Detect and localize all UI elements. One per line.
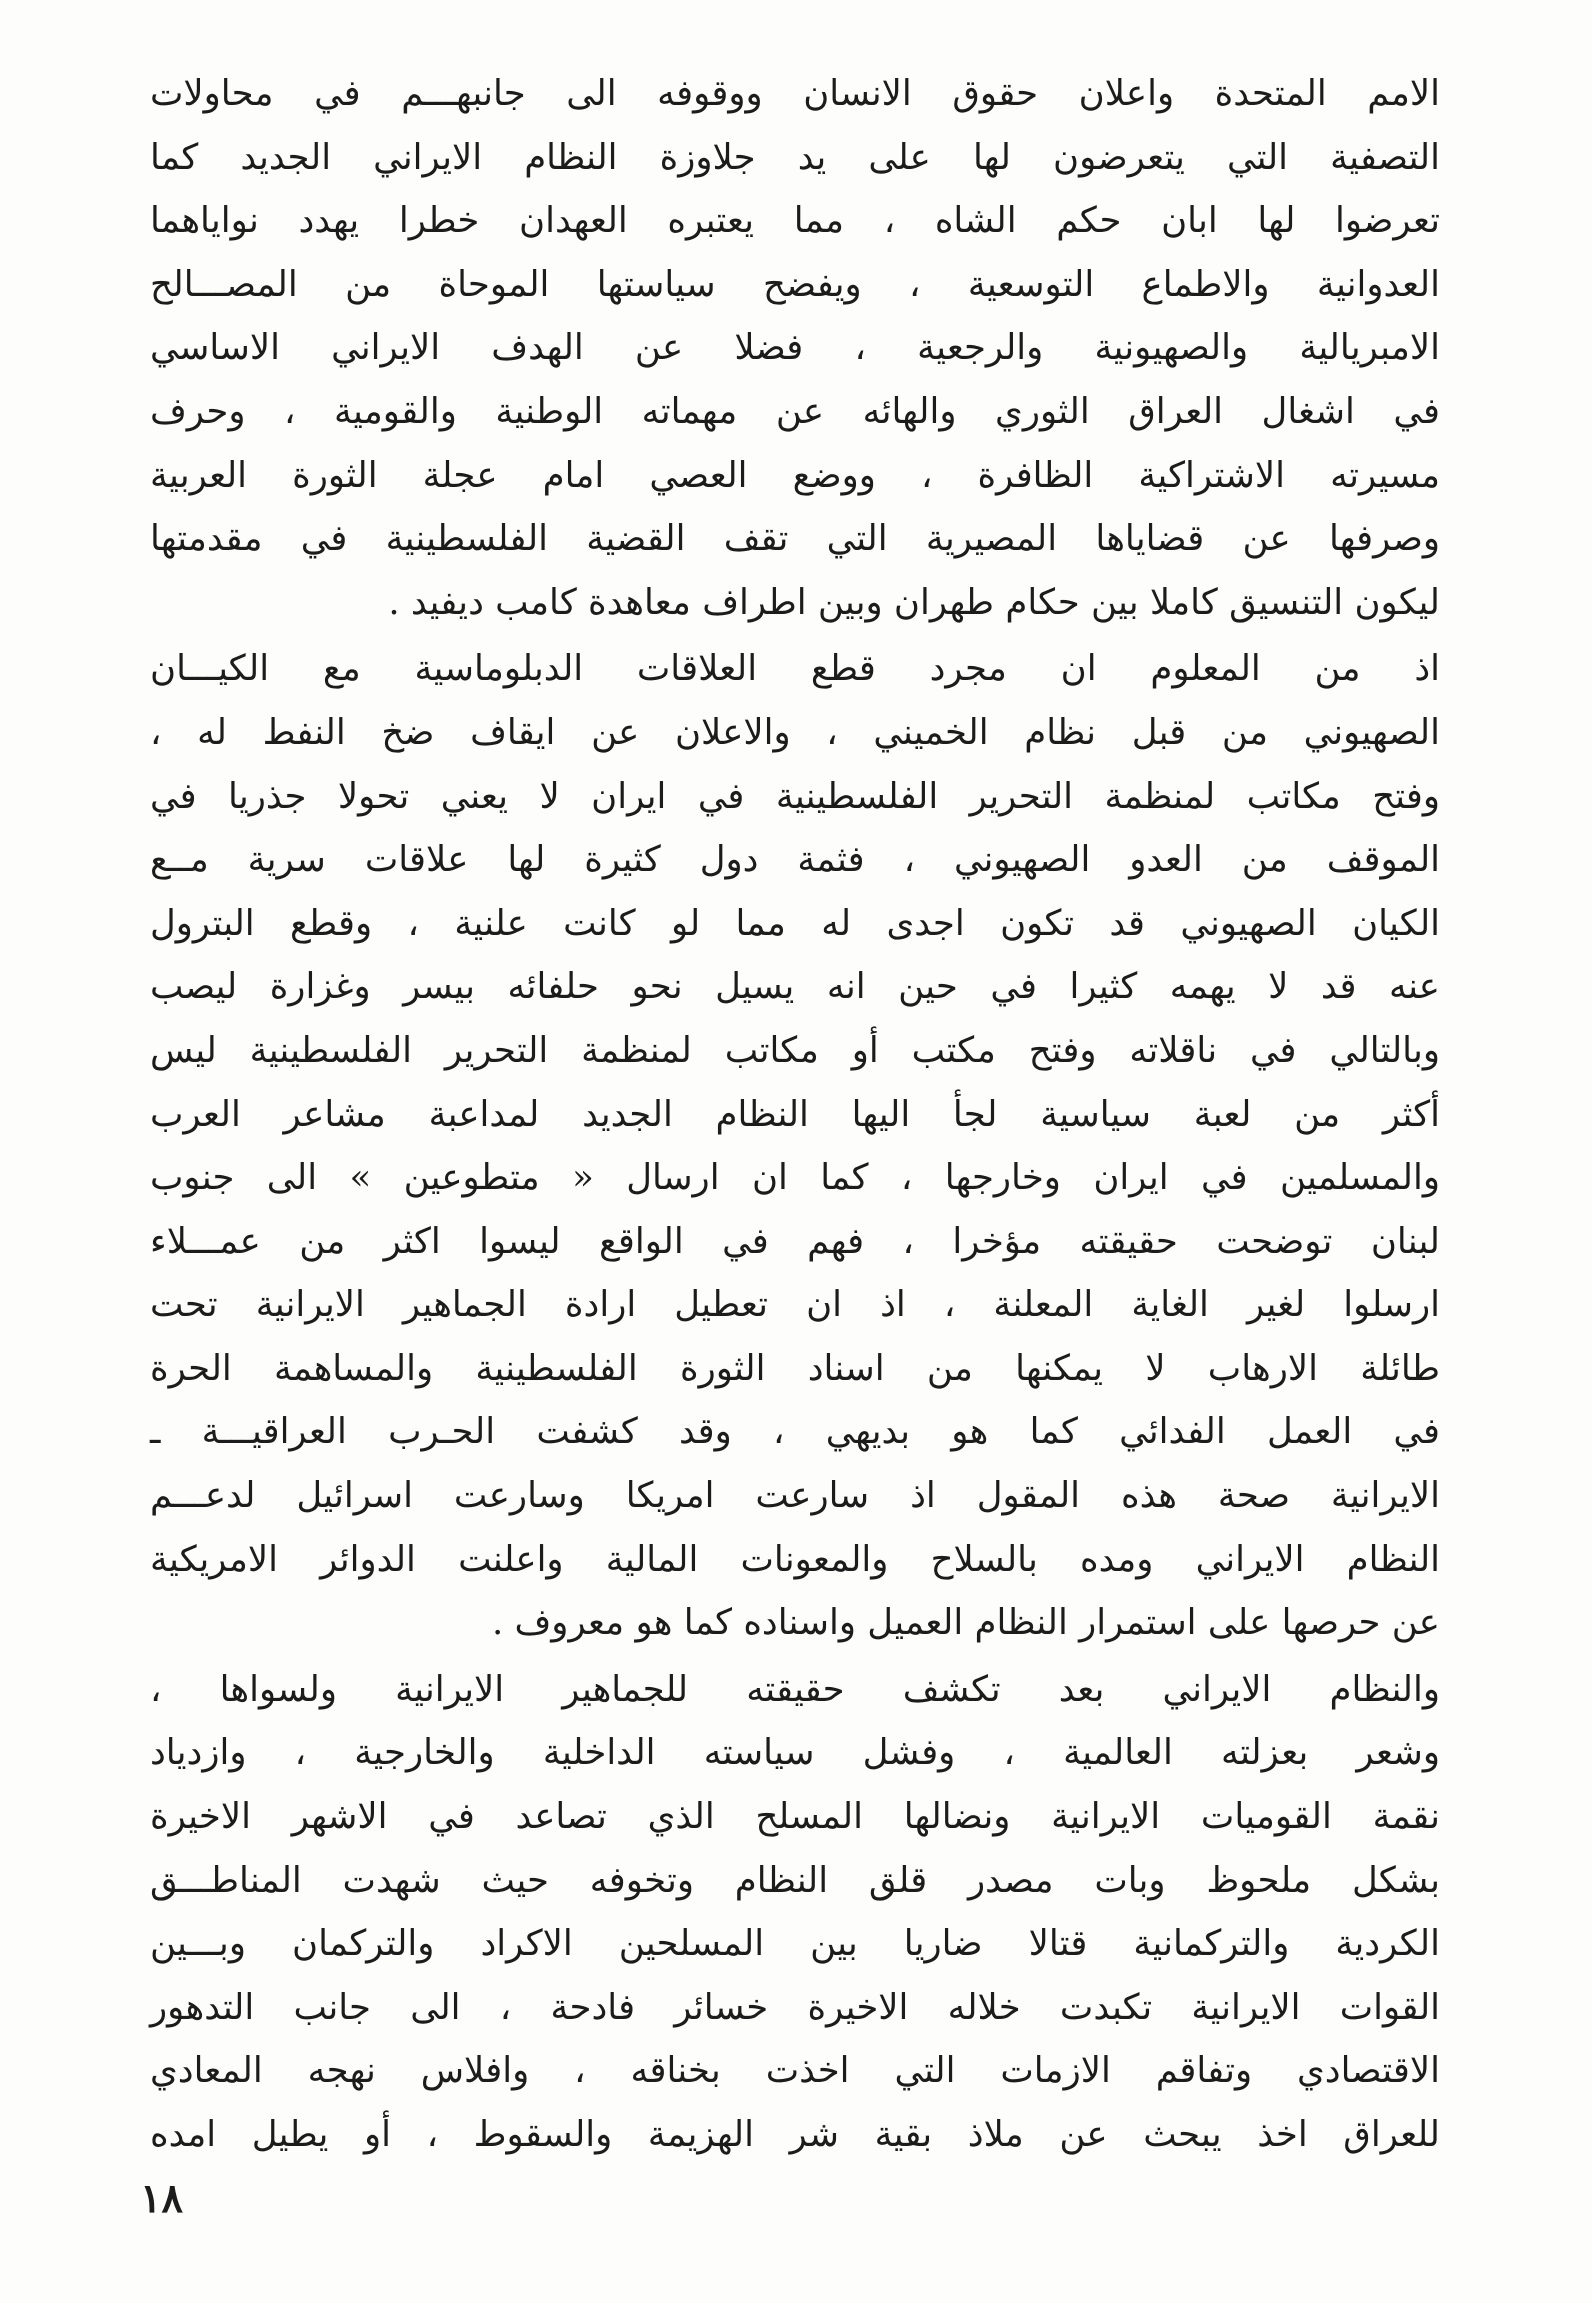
text-line: في العمل الفدائي كما هو بديهي ، وقد كشفت الحـرب العراقيـــة ـ <box>150 1411 1440 1453</box>
text-line: أكثر من لعبة سياسية لجأ اليها النظام الجديد لمداعبة مشاعر العرب <box>150 1093 1440 1135</box>
text-line: وفتح مكاتب لمنظمة التحرير الفلسطينية في ايران لا يعني تحولا جذريا في <box>150 775 1440 817</box>
text-line: والنظام الايراني بعد تكشف حقيقته للجماهير الايرانية ولسواها ، <box>150 1668 1440 1710</box>
text-line: الكردية والتركمانية قتالا ضاريا بين المسلحين الاكراد والتركمان وبـــين <box>150 1923 1440 1965</box>
text-line: بشكل ملحوظ وبات مصدر قلق النظام وتخوفه حيث شهدت المناطـــق <box>150 1859 1440 1901</box>
text-line: والمسلمين في ايران وخارجها ، كما ان ارسال « متطوعين » الى جنوب <box>150 1157 1440 1199</box>
text-line: طائلة الارهاب لا يمكنها من اسناد الثورة الفلسطينية والمساهمة الحرة <box>150 1347 1440 1389</box>
text-line: الامم المتحدة واعلان حقوق الانسان ووقوفه الى جانبهـــم في محاولات <box>150 73 1440 114</box>
text-line: التصفية التي يتعرضون لها على يد جلاوزة النظام الايراني الجديد كما <box>150 136 1440 178</box>
text-line: الايرانية صحة هذه المقول اذ سارعت امريكا وسارعت اسرائيل لدعـــم <box>150 1475 1440 1517</box>
text-line: تعرضوا لها ابان حكم الشاه ، مما يعتبره العهدان خطرا يهدد نواياهما <box>150 200 1440 242</box>
paragraph-1 <box>150 62 1440 634</box>
paragraph-2 <box>150 637 1440 1655</box>
text-line: الكيان الصهيوني قد تكون اجدى له مما لو كانت علنية ، وقطع البترول <box>150 902 1440 944</box>
text-line: الاقتصادي وتفاقم الازمات التي اخذت بخناقه ، وافلاس نهجه المعادي <box>150 2050 1440 2092</box>
text-line: لبنان توضحت حقيقته مؤخرا ، فهم في الواقع ليسوا اكثر من عمـــلاء <box>150 1220 1440 1262</box>
text-line: القوات الايرانية تكبدت خلاله الاخيرة خسائر فادحة ، الى جانب التدهور <box>150 1986 1440 2028</box>
text-line: النظام الايراني ومده بالسلاح والمعونات المالية واعلنت الدوائر الامريكية <box>150 1538 1440 1580</box>
text-line: عن حرصها على استمرار النظام العميل واسناده كما هو معروف . <box>491 1602 1440 1644</box>
body-text <box>150 62 1440 2167</box>
text-line: العدوانية والاطماع التوسعية ، ويفضح سياستها الموحاة من المصـــالح <box>150 263 1440 305</box>
text-line: الامبريالية والصهيونية والرجعية ، فضلا عن الهدف الايراني الاساسي <box>150 327 1440 369</box>
text-line: للعراق اخذ يبحث عن ملاذ بقية شر الهزيمة والسقوط ، أو يطيل امده <box>150 2114 1440 2155</box>
text-line: مسيرته الاشتراكية الظافرة ، ووضع العصي امام عجلة الثورة العربية <box>150 454 1440 496</box>
text-line: ارسلوا لغير الغاية المعلنة ، اذ ان تعطيل ارادة الجماهير الايرانية تحت <box>150 1284 1440 1326</box>
text-line: وبالتالي في ناقلاته وفتح مكتب أو مكاتب لمنظمة التحرير الفلسطينية ليس <box>150 1029 1440 1071</box>
text-line: الموقف من العدو الصهيوني ، فثمة دول كثيرة لها علاقات سرية مــع <box>150 839 1440 881</box>
text-line: الصهيوني من قبل نظام الخميني ، والاعلان عن ايقاف ضخ النفط له ، <box>150 711 1440 753</box>
text-line: وشعر بعزلته العالمية ، وفشل سياسته الداخلية والخارجية ، وازدياد <box>150 1732 1440 1774</box>
text-line: ليكون التنسيق كاملا بين حكام طهران وبين اطراف معاهدة كامب ديفيد . <box>388 581 1440 623</box>
text-line: وصرفها عن قضاياها المصيرية التي تقف القضية الفلسطينية في مقدمتها <box>150 518 1440 560</box>
text-line: نقمة القوميات الايرانية ونضالها المسلح الذي تصاعد في الاشهر الاخيرة <box>150 1796 1440 1838</box>
text-line: اذ من المعلوم ان مجرد قطع العلاقات الدبلوماسية مع الكيـــان <box>150 648 1440 690</box>
text-line: عنه قد لا يهمه كثيرا في حين انه يسيل نحو حلفائه بيسر وغزارة ليصب <box>150 966 1440 1008</box>
text-line: في اشغال العراق الثوري والهائه عن مهماته الوطنية والقومية ، وحرف <box>150 390 1440 432</box>
paragraph-3 <box>150 1658 1440 2167</box>
page-number: ١٨ <box>140 2175 183 2222</box>
